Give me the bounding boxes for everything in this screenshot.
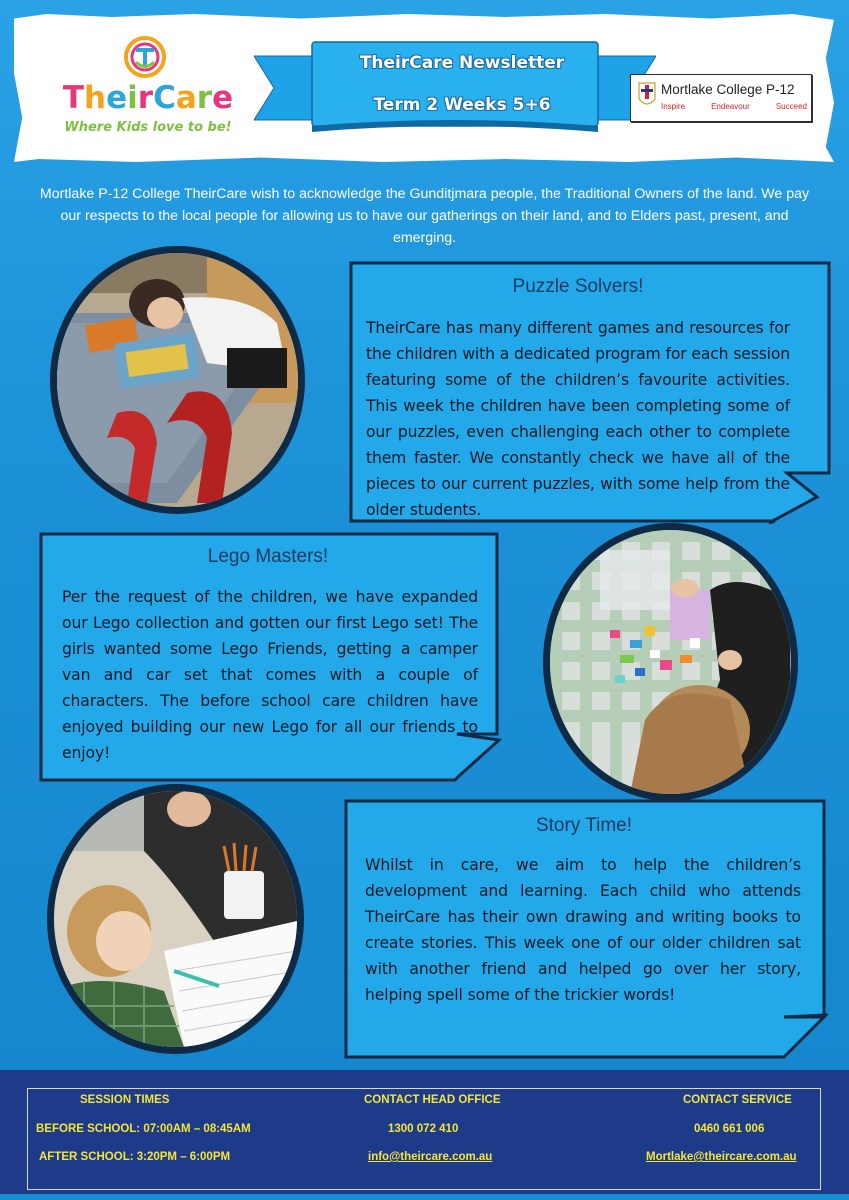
head-office-heading: CONTACT HEAD OFFICE (364, 1094, 501, 1106)
service-email-link[interactable]: Mortlake@theircare.com.au (646, 1151, 797, 1163)
school-crest-icon (636, 79, 658, 115)
logo-wordmark: TheirCare (62, 80, 234, 116)
puzzle-solvers-box (349, 261, 835, 525)
logo-smiley-icon (122, 34, 168, 84)
section-body: TheirCare has many different games and resources for the children with a dedicated program for each session featuring some of the children’s favourite activities. This week the children have been completing some of our puzzles, even challenging each other to complete them faster. We constantly check we have all of the pieces to our current puzzles, with some help from the older students. (366, 319, 790, 519)
logo-tagline: Where Kids love to be! (64, 120, 232, 135)
mortlake-college-badge (630, 74, 812, 122)
service-heading: CONTACT SERVICE (683, 1094, 792, 1106)
contact-footer (0, 1070, 849, 1200)
story-time-box (344, 799, 828, 1061)
section-title: Story Time! (535, 815, 633, 836)
newsletter-term: Term 2 Weeks 5+6 (373, 95, 551, 115)
section-title: Puzzle Solvers! (512, 276, 644, 297)
before-school-times: BEFORE SCHOOL: 07:00AM – 08:45AM (36, 1123, 251, 1135)
story-time-photo (47, 784, 304, 1054)
puzzle-photo (50, 246, 305, 514)
lego-masters-box (39, 532, 503, 784)
school-name: Mortlake College P-12 (661, 82, 795, 97)
session-times-heading: SESSION TIMES (80, 1094, 170, 1106)
newsletter-title: TheirCare Newsletter (359, 53, 565, 73)
motto-word: Inspire (661, 102, 686, 111)
school-motto (661, 102, 807, 111)
head-office-phone[interactable]: 1300 072 410 (388, 1123, 459, 1135)
service-phone[interactable]: 0460 661 006 (694, 1123, 765, 1135)
theircare-logo (60, 34, 236, 146)
motto-word: Endeavour (711, 102, 750, 111)
head-office-email-link[interactable]: info@theircare.com.au (368, 1151, 493, 1163)
bottom-strip (0, 1194, 849, 1200)
motto-word: Succeed (775, 102, 807, 111)
lego-photo (543, 523, 798, 801)
section-body: Whilst in care, we aim to help the children’s development and learning. Each child who attends TheirCare has their own drawing and writing books to create stories. This week one of our older children sat with another friend and helped go over her story, helping spell some of the trickier words! (365, 856, 801, 1004)
after-school-times: AFTER SCHOOL: 3:20PM – 6:00PM (39, 1151, 231, 1163)
acknowledgement-of-country: Mortlake P-12 College TheirCare wish to acknowledge the Gunditjmara people, the Traditional Owners of the land. We pay our respects to the local people for allowing us to have our gatherings on their land, and to Elders past, present, and emerging. (39, 186, 810, 246)
section-title: Lego Masters! (207, 546, 329, 567)
section-body: Per the request of the children, we have expanded our Lego collection and gotten our first Lego set! The girls wanted some Lego Friends, getting a camper van and car set that comes with a couple of characters. The before school care children have enjoyed building our new Lego for all our friends to enjoy! (62, 588, 478, 762)
